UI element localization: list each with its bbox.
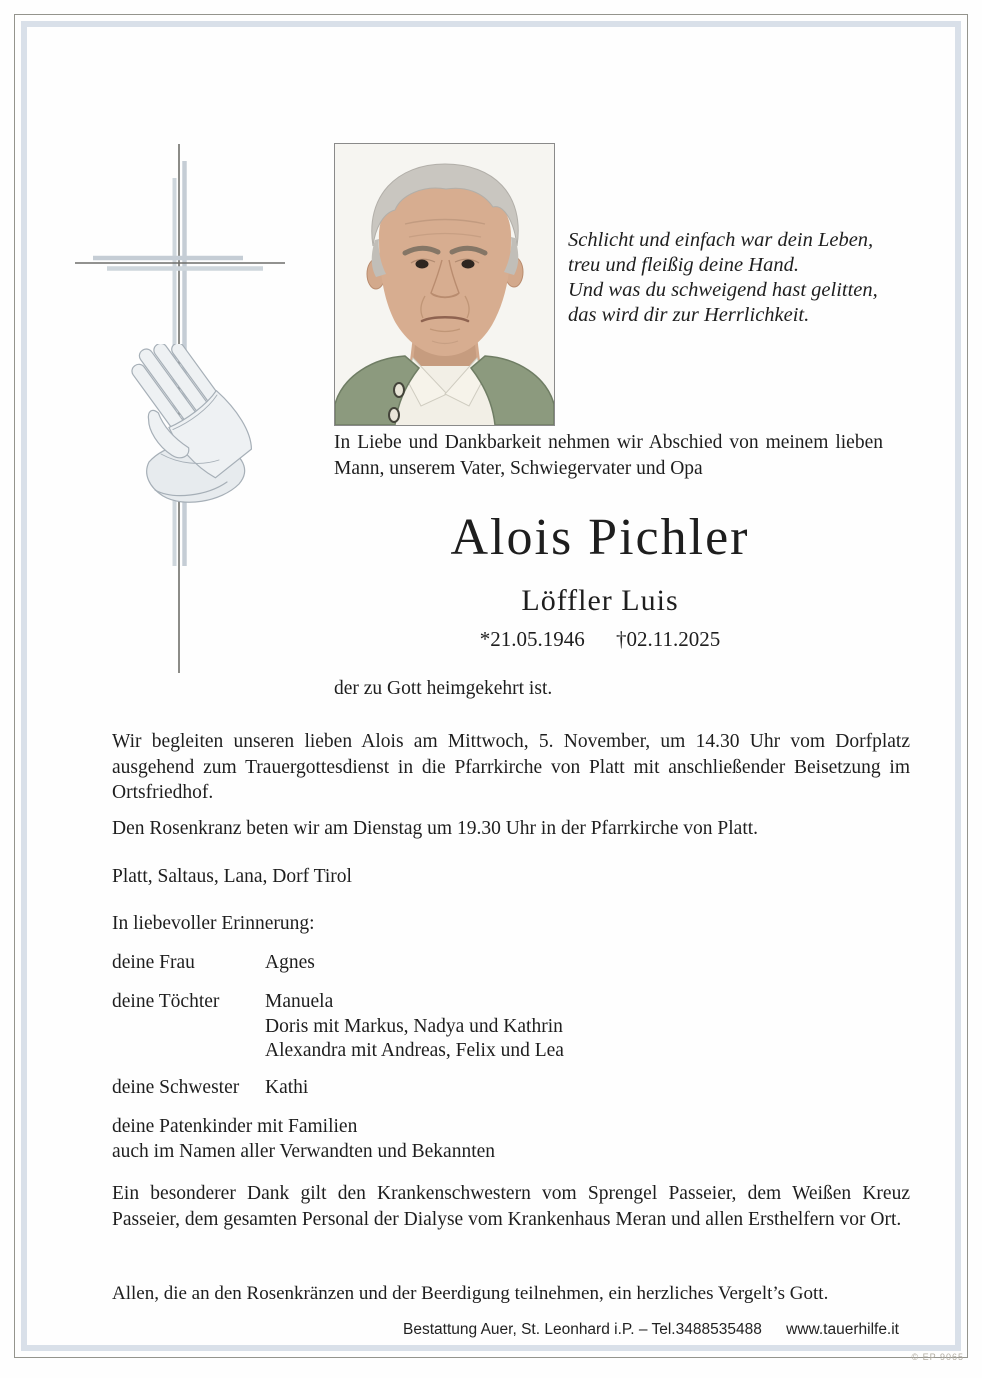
relation-names <box>265 990 564 1064</box>
poem-line: treu und fleißig deine Hand. <box>568 254 799 276</box>
deceased-nickname: Löffler Luis <box>521 584 679 617</box>
relation-names: Kathi <box>265 1077 309 1098</box>
additional-line: auch im Namen aller Verwandten und Bekannten <box>112 1141 496 1162</box>
birth-date: *21.05.1946 <box>479 627 585 651</box>
portrait-illustration <box>335 144 554 425</box>
footer <box>112 1321 899 1339</box>
family-row-wife <box>112 951 910 976</box>
deceased-title-block <box>290 510 910 652</box>
family-row-daughters <box>112 990 910 1064</box>
places-line: Platt, Saltaus, Lana, Dorf Tirol <box>112 866 352 887</box>
farewell-intro: In Liebe und Dankbarkeit nehmen wir Abschied von meinem lieben Mann, unserem Vater, Schwiegervater und Opa <box>334 432 883 479</box>
family-row-sister <box>112 1076 910 1101</box>
thanks-paragraph: Ein besonderer Dank gilt den Krankenschwestern vom Sprengel Passeier, dem Weißen Kreuz Passeier, dem gesamten Personal der Dialyse vom Krankenhaus Meran und allen Ersthelfern vor Ort. <box>112 1183 910 1230</box>
relation-label: deine Schwester <box>112 1077 240 1098</box>
relation-name-line: Alexandra mit Andreas, Felix und Lea <box>265 1040 564 1061</box>
praying-hands-icon <box>121 344 261 524</box>
memorial-poem <box>568 228 908 328</box>
relation-names: Agnes <box>265 952 315 973</box>
life-dates <box>290 627 910 652</box>
poem-line: Schlicht und einfach war dein Leben, <box>568 229 874 251</box>
portrait-photo <box>334 143 555 426</box>
additional-mourners <box>112 1114 910 1164</box>
footer-website: www.tauerhilfe.it <box>786 1321 899 1338</box>
poem-line: Und was du schweigend hast gelitten, <box>568 279 878 301</box>
poem-line: das wird dir zur Herrlichkeit. <box>568 304 810 326</box>
additional-line: deine Patenkinder mit Familien <box>112 1116 358 1137</box>
final-line: Allen, die an den Rosenkränzen und der Beerdigung teilnehmen, ein herzliches Vergelt’s Gott. <box>112 1283 829 1304</box>
funeral-home-contact: Bestattung Auer, St. Leonhard i.P. – Tel.3488535488 <box>403 1321 762 1338</box>
relation-name-line: Doris mit Markus, Nadya und Kathrin <box>265 1015 563 1037</box>
closing-line: der zu Gott heimgekehrt ist. <box>334 678 553 699</box>
relation-name-line: Manuela <box>265 991 334 1012</box>
remembrance-heading: In liebevoller Erinnerung: <box>112 913 315 934</box>
relation-label: deine Frau <box>112 952 195 973</box>
deceased-name: Alois Pichler <box>450 509 750 566</box>
death-date: †02.11.2025 <box>616 627 721 651</box>
print-copyright: © EP 9065 <box>911 1352 964 1362</box>
relation-label: deine Töchter <box>112 991 220 1012</box>
rosary-announcement: Den Rosenkranz beten wir am Dienstag um 19.30 Uhr in der Pfarrkirche von Platt. <box>112 818 759 839</box>
funeral-announcement: Wir begleiten unseren lieben Alois am Mittwoch, 5. November, um 14.30 Uhr vom Dorfplatz ausgehend zum Trauergottesdienst in die Pfarrkirche von Platt mit anschließender Beisetzung im Ortsfriedhof. <box>112 731 910 803</box>
